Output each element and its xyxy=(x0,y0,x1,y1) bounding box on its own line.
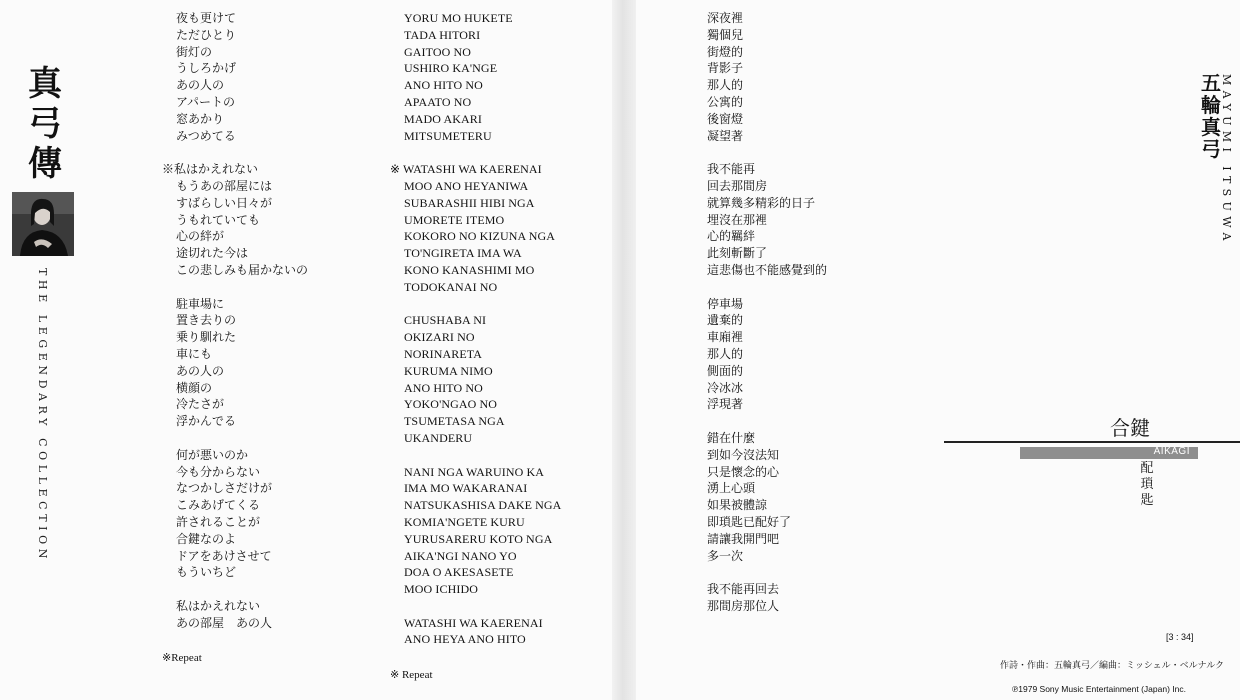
lyric-line: 何が悪いのか xyxy=(176,447,249,462)
collection-label: THE LEGENDARY COLLECTION xyxy=(36,268,49,563)
lyric-line: 合鍵なのよ xyxy=(176,531,237,546)
stanza-gap xyxy=(162,430,308,447)
lyric-line: ※ WATASHI WA KAERENAI xyxy=(390,162,542,177)
song-title: 合鍵 xyxy=(1110,416,1150,440)
lyric-line: 乗り馴れた xyxy=(176,330,237,345)
lyric-line: ただひとり xyxy=(176,27,237,42)
lyric-line: 多一次 xyxy=(707,548,744,563)
lyric-line: 浮現著 xyxy=(707,397,744,412)
lyric-line: 深夜裡 xyxy=(707,11,744,25)
lyric-line: 那人的 xyxy=(707,78,744,93)
stanza-gap xyxy=(707,144,827,161)
lyric-line: 我不能再 xyxy=(707,162,756,177)
stanza-gap xyxy=(390,598,561,615)
page-fold xyxy=(612,0,636,700)
romaji-lyrics xyxy=(390,10,561,648)
lyric-line: OKIZARI NO xyxy=(404,330,475,345)
lyric-line: すばらしい日々が xyxy=(176,195,273,210)
lyric-line: MOO ANO HEYANIWA xyxy=(404,178,529,193)
album-title-char: 真 xyxy=(28,64,62,104)
japanese-lyrics xyxy=(162,10,308,631)
lyric-line: 那人的 xyxy=(707,346,744,361)
lyric-line: 許されることが xyxy=(176,514,261,529)
lyric-line: ※私はかえれない xyxy=(162,162,259,177)
romaji-repeat: ※ Repeat xyxy=(390,669,433,681)
lyric-line: もうあの部屋には xyxy=(176,178,273,193)
lyric-line: 只是懷念的心 xyxy=(707,464,780,479)
lyric-line: 我不能再回去 xyxy=(707,582,780,597)
lyric-line: 側面的 xyxy=(707,363,744,378)
alt-title-char: 匙 xyxy=(1140,493,1154,508)
lyric-line: みつめてる xyxy=(176,128,236,143)
lyric-line: 駐車場に xyxy=(176,296,225,311)
lyric-line: MITSUMETERU xyxy=(404,128,492,143)
lyric-line: MADO AKARI xyxy=(404,111,483,126)
alt-title-char: 瑣 xyxy=(1140,477,1154,492)
artist-char: 五 xyxy=(1201,71,1221,95)
stanza-gap xyxy=(162,144,308,161)
copyright: ℗1979 Sony Music Entertainment (Japan) Inc. xyxy=(1012,684,1186,694)
romaji-title-bar xyxy=(1020,447,1198,459)
lyric-line: 請讓我開門吧 xyxy=(707,531,780,546)
lyric-line: 就算幾多精彩的日子 xyxy=(707,195,816,210)
stanza-gap xyxy=(390,296,561,313)
lyric-line: 車廂裡 xyxy=(707,330,744,345)
artist-name-kanji xyxy=(1200,72,1222,160)
lyric-line: 横顔の xyxy=(176,380,213,395)
song-duration: [3 : 34] xyxy=(1166,632,1194,642)
lyric-line: 公寓的 xyxy=(707,94,744,109)
album-title-char: 傳 xyxy=(28,144,62,184)
lyric-line: 凝望著 xyxy=(707,128,744,143)
lyric-line: ドアをあけさせて xyxy=(176,548,272,563)
lyric-line: KURUMA NIMO xyxy=(404,363,493,378)
lyric-line: 即瑣匙已配好了 xyxy=(707,514,792,529)
lyric-line: 私はかえれない xyxy=(176,598,261,613)
artist-char: 弓 xyxy=(1201,137,1221,161)
title-divider xyxy=(944,441,1240,443)
lyric-line: 窓あかり xyxy=(176,111,225,126)
lyric-line: 冷たさが xyxy=(176,397,225,412)
stanza-gap xyxy=(162,581,308,598)
stanza-gap xyxy=(162,279,308,296)
lyric-line: APAATO NO xyxy=(404,94,472,109)
lyric-line: 回去那間房 xyxy=(707,178,768,193)
lyric-line: SUBARASHII HIBI NGA xyxy=(404,195,535,210)
album-title xyxy=(22,64,68,184)
lyric-line: 埋沒在那裡 xyxy=(707,212,768,227)
lyric-line: NORINARETA xyxy=(404,346,483,361)
lyric-line: GAITOO NO xyxy=(404,44,472,59)
lyric-line: USHIRO KA'NGE xyxy=(404,61,498,76)
lyric-line: あの人の xyxy=(176,363,225,378)
lyric-line: KOMIA'NGETE KURU xyxy=(404,514,525,529)
lyric-line: MOO ICHIDO xyxy=(404,582,478,597)
artist-name-roman: MAYUMI ITSUWA xyxy=(1220,74,1233,246)
lyric-line: 此刻斬斷了 xyxy=(707,246,768,261)
japanese-repeat: ※Repeat xyxy=(162,652,202,664)
lyric-line: 浮かんでる xyxy=(176,414,237,429)
lyric-line: もういちど xyxy=(176,565,237,580)
artist-char: 真 xyxy=(1201,115,1221,139)
lyric-line: YURUSARERU KOTO NGA xyxy=(404,531,553,546)
lyric-line: うしろかげ xyxy=(176,61,237,76)
lyric-line: TSUMETASA NGA xyxy=(404,414,505,429)
lyric-line: うもれていても xyxy=(176,212,261,227)
lyric-line: 置き去りの xyxy=(176,313,237,328)
song-alt-title xyxy=(1140,461,1154,509)
lyric-line: KONO KANASHIMI MO xyxy=(404,262,535,277)
lyric-line: TO'NGIRETA IMA WA xyxy=(404,246,522,261)
lyric-line: TADA HITORI xyxy=(404,27,481,42)
song-credit: 作詩・作曲：五輪真弓／編曲：ミッシェル・ベルナルク xyxy=(1000,661,1225,671)
lyric-line: 到如今沒法知 xyxy=(707,447,780,462)
lyric-line: 錯在什麼 xyxy=(707,430,756,445)
lyric-line: NANI NGA WARUINO KA xyxy=(404,464,545,479)
lyric-line: 後窗燈 xyxy=(707,111,744,126)
lyric-line: 如果被體諒 xyxy=(707,498,768,513)
lyric-line: YORU MO HUKETE xyxy=(404,11,513,25)
lyric-line: あの部屋 あの人 xyxy=(176,615,273,630)
lyric-line: 心の絆が xyxy=(176,229,225,244)
lyric-line: ANO HEYA ANO HITO xyxy=(404,632,526,647)
lyric-line: 遺棄的 xyxy=(707,313,744,328)
lyric-line: AIKA'NGI NANO YO xyxy=(404,548,517,563)
alt-title-char: 配 xyxy=(1140,461,1154,476)
stanza-gap xyxy=(390,447,561,464)
stanza-gap xyxy=(707,564,827,581)
lyric-line: 那間房那位人 xyxy=(707,598,780,613)
lyric-line: 背影子 xyxy=(707,61,744,76)
artist-char: 輪 xyxy=(1201,93,1221,117)
lyric-line: あの人の xyxy=(176,78,225,93)
lyric-line: TODOKANAI NO xyxy=(404,279,498,294)
lyric-line: 街灯の xyxy=(176,44,213,59)
lyric-line: 今も分からない xyxy=(176,464,261,479)
lyric-line: YOKO'NGAO NO xyxy=(404,397,498,412)
lyric-line: DOA O AKESASETE xyxy=(404,565,514,580)
lyric-line: ANO HITO NO xyxy=(404,78,483,93)
lyric-line: この悲しみも届かないの xyxy=(176,262,309,277)
lyric-line: 心的羈絆 xyxy=(707,229,756,244)
lyric-line: 這悲傷也不能感覺到的 xyxy=(707,262,828,277)
artist-photo xyxy=(12,192,74,256)
lyric-line: なつかしさだけが xyxy=(176,481,273,496)
stanza-gap xyxy=(390,144,561,161)
lyric-line: 湧上心頭 xyxy=(707,481,756,496)
lyric-line: IMA MO WAKARANAI xyxy=(404,481,528,496)
lyric-line: NATSUKASHISA DAKE NGA xyxy=(404,498,562,513)
lyric-line: アパートの xyxy=(176,94,236,109)
stanza-gap xyxy=(707,413,827,430)
lyric-line: WATASHI WA KAERENAI xyxy=(404,615,543,630)
album-title-char: 弓 xyxy=(28,104,62,144)
lyric-line: 車にも xyxy=(176,346,213,361)
lyric-line: UKANDERU xyxy=(404,430,473,445)
lyric-line: UMORETE ITEMO xyxy=(404,212,505,227)
song-romaji: AIKAGI xyxy=(1153,446,1190,457)
lyric-line: 街燈的 xyxy=(707,44,744,59)
stanza-gap xyxy=(707,279,827,296)
lyric-line: 停車場 xyxy=(707,296,744,311)
lyric-line: CHUSHABA NI xyxy=(404,313,487,328)
chinese-lyrics xyxy=(707,10,827,615)
lyric-line: KOKORO NO KIZUNA NGA xyxy=(404,229,555,244)
lyric-line: こみあげてくる xyxy=(176,498,261,513)
lyric-line: 途切れた今は xyxy=(176,246,249,261)
lyric-line: 夜も更けて xyxy=(176,11,237,25)
lyric-line: ANO HITO NO xyxy=(404,380,483,395)
lyric-line: 獨個兒 xyxy=(707,27,744,42)
lyric-line: 冷冰冰 xyxy=(707,380,744,395)
